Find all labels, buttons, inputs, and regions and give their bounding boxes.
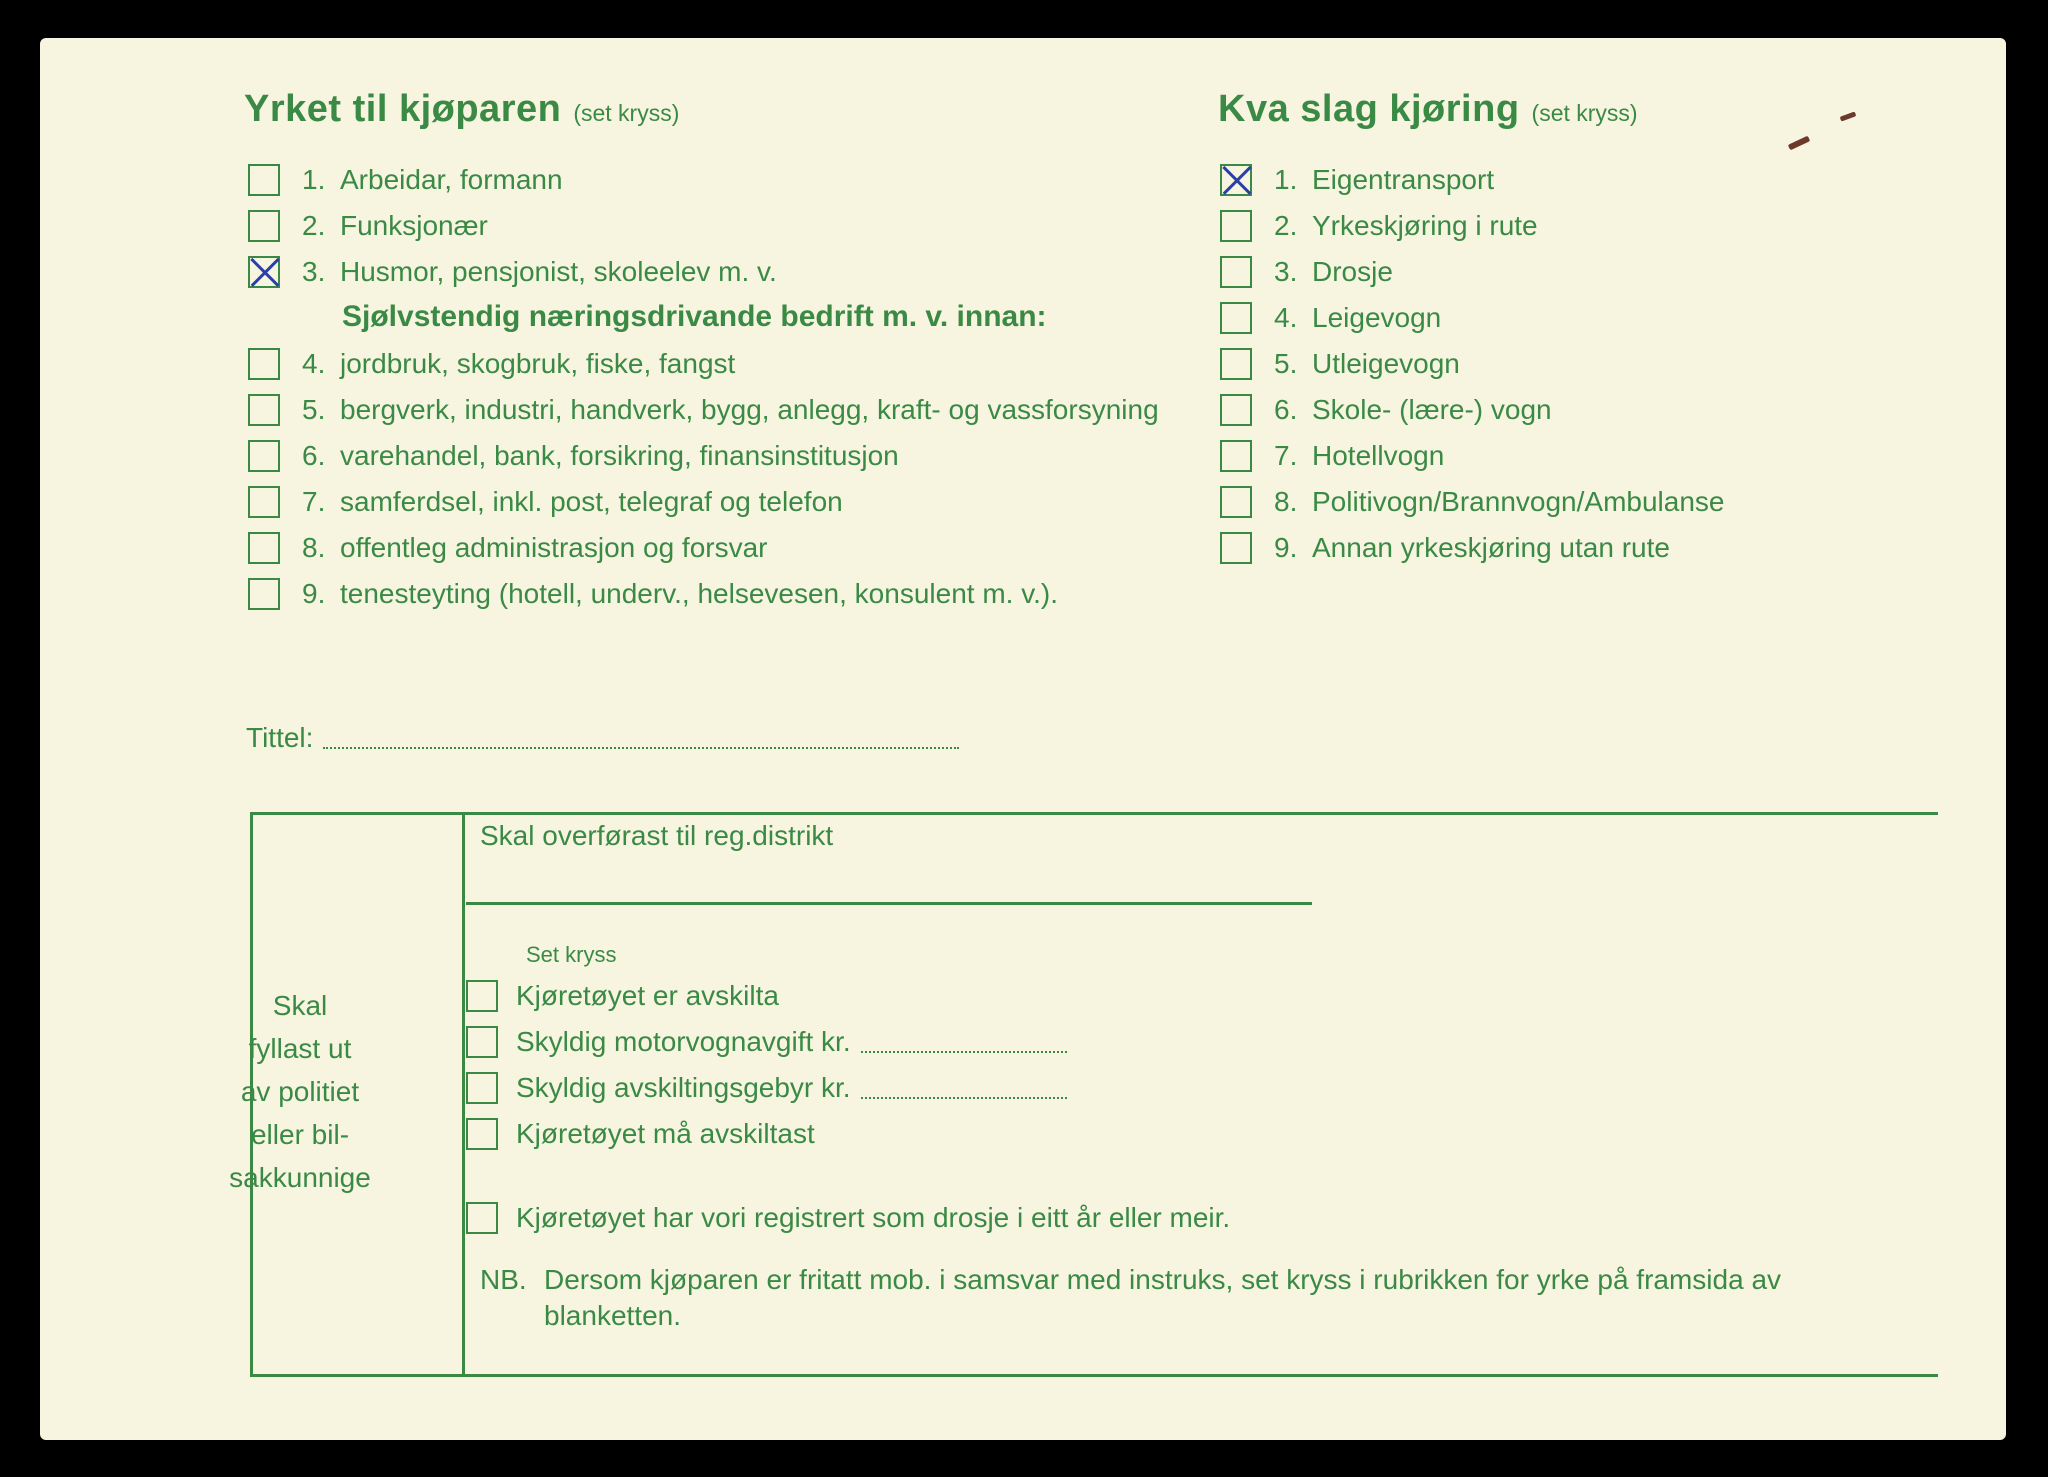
option-number: 2. [1274,210,1298,241]
checkbox[interactable] [1220,394,1252,426]
side-line: eller bil- [250,1119,350,1150]
box-bottom-border [250,1374,1938,1377]
checkbox-checked[interactable] [248,256,280,288]
checkbox[interactable] [248,578,280,610]
form-card [40,38,2006,1440]
option-number: 6. [1274,394,1298,425]
driving-type-title-text: Kva slag kjøring [1218,88,1520,130]
side-line: sakkunnige [229,1162,371,1193]
checkbox[interactable] [248,210,280,242]
police-check-label: Kjøretøyet er avskilta [516,980,779,1011]
option-label: samferdsel, inkl. post, telegraf og telefon [340,486,843,517]
option-label: Politivogn/Brannvogn/Ambulanse [1312,486,1725,517]
driving-type-option[interactable] [1220,302,1441,334]
police-check-row[interactable] [466,1118,815,1150]
side-line: fyllast ut [248,1033,352,1064]
police-check-row[interactable] [466,980,779,1012]
driving-type-option[interactable] [1220,164,1494,196]
checkbox[interactable] [248,486,280,518]
driving-type-hint: (set kryss) [1531,100,1638,126]
tittel-label: Tittel: [246,722,314,753]
option-number: 5. [302,394,326,425]
tittel-field[interactable] [246,722,959,754]
side-line: av politiet [240,1076,360,1107]
police-check-label: Skyldig motorvognavgift kr. [516,1026,851,1057]
checkbox[interactable] [1220,486,1252,518]
option-label: Hotellvogn [1312,440,1445,471]
checkbox[interactable] [248,164,280,196]
checkbox[interactable] [1220,256,1252,288]
option-number: 8. [1274,486,1298,517]
option-number: 3. [1274,256,1298,287]
occupation-option[interactable] [248,394,1159,426]
occupation-option[interactable] [248,532,768,564]
option-label: Utleigevogn [1312,348,1460,379]
transfer-input-line[interactable] [466,902,1312,905]
checkbox[interactable] [466,1202,498,1234]
option-number: 3. [302,256,326,287]
checkbox[interactable] [1220,348,1252,380]
police-check-row[interactable] [466,1026,1067,1058]
transfer-label: Skal overførast til reg.distrikt [480,820,834,851]
self-employed-subheading: Sjølvstendig næringsdrivande bedrift m. v. innan: [342,300,1047,333]
occupation-title-text: Yrket til kjøparen [244,88,562,130]
option-number: 7. [1274,440,1298,471]
checkbox[interactable] [466,980,498,1012]
driving-type-option[interactable] [1220,440,1444,472]
checkbox[interactable] [248,394,280,426]
checkbox[interactable] [1220,302,1252,334]
occupation-option[interactable] [248,348,735,380]
nb-text-line1: Dersom kjøparen er fritatt mob. i samsvar med instruks, set kryss i rubrikken for yrke på framsida av [544,1264,1782,1295]
checkbox-checked[interactable] [1220,164,1252,196]
option-label: Skole- (lære-) vogn [1312,394,1552,425]
driving-type-option[interactable] [1220,210,1538,242]
option-label: Leigevogn [1312,302,1442,333]
driving-type-option[interactable] [1220,394,1552,426]
checkbox[interactable] [1220,440,1252,472]
police-check-label: Kjøretøyet må avskiltast [516,1118,815,1149]
driving-type-option[interactable] [1220,348,1460,380]
option-number: 1. [302,164,326,195]
occupation-option[interactable] [248,210,488,242]
option-number: 8. [302,532,326,563]
box-top-border [250,812,1938,815]
option-label: offentleg administrasjon og forsvar [340,532,768,563]
option-label: varehandel, bank, forsikring, finansinstitusjon [340,440,899,471]
occupation-option[interactable] [248,256,777,288]
set-kryss-label: Set kryss [526,942,617,967]
checkbox[interactable] [1220,532,1252,564]
option-number: 9. [1274,532,1298,563]
checkbox[interactable] [248,348,280,380]
checkbox[interactable] [1220,210,1252,242]
option-label: Annan yrkeskjøring utan rute [1312,532,1670,563]
police-side-text [200,984,400,1199]
driving-type-option[interactable] [1220,486,1724,518]
amount-dotted-line[interactable] [861,1031,1067,1053]
option-label: bergverk, industri, handverk, bygg, anlegg, kraft- og vassforsyning [340,394,1159,425]
checkbox[interactable] [466,1026,498,1058]
nb-text-line2: blanketten. [544,1300,681,1331]
side-line: Skal [272,990,328,1021]
option-number: 6. [302,440,326,471]
checkbox[interactable] [466,1118,498,1150]
occupation-option[interactable] [248,440,899,472]
ink-speck [1840,111,1857,121]
occupation-title [244,88,679,131]
drosje-check-row[interactable] [466,1202,1230,1234]
checkbox[interactable] [248,532,280,564]
police-check-row[interactable] [466,1072,1067,1104]
occupation-hint: (set kryss) [573,100,680,126]
option-label: Husmor, pensjonist, skoleelev m. v. [340,256,777,287]
driving-type-title [1218,88,1638,131]
police-check-label: Skyldig avskiltingsgebyr kr. [516,1072,851,1103]
option-number: 1. [1274,164,1298,195]
option-label: Yrkeskjøring i rute [1312,210,1538,241]
occupation-option[interactable] [248,578,1058,610]
amount-dotted-line[interactable] [861,1077,1067,1099]
driving-type-option[interactable] [1220,532,1670,564]
option-label: Funksjonær [340,210,488,241]
occupation-option[interactable] [248,486,843,518]
option-label: Arbeidar, formann [340,164,563,195]
option-number: 4. [302,348,326,379]
driving-type-option[interactable] [1220,256,1393,288]
option-label: Eigentransport [1312,164,1495,195]
option-number: 7. [302,486,326,517]
option-number: 5. [1274,348,1298,379]
option-label: tenesteyting (hotell, underv., helsevesen, konsulent m. v.). [340,578,1059,609]
checkbox[interactable] [248,440,280,472]
nb-label: NB. [480,1264,527,1295]
option-number: 2. [302,210,326,241]
ink-speck [1788,136,1810,151]
option-label: jordbruk, skogbruk, fiske, fangst [340,348,736,379]
option-number: 4. [1274,302,1298,333]
option-label: Drosje [1312,256,1393,287]
occupation-option[interactable] [248,164,563,196]
tittel-dotted-line[interactable] [323,727,959,749]
box-divider [462,812,465,1377]
drosje-check-label: Kjøretøyet har vori registrert som drosje i eitt år eller meir. [516,1202,1231,1233]
checkbox[interactable] [466,1072,498,1104]
option-number: 9. [302,578,326,609]
